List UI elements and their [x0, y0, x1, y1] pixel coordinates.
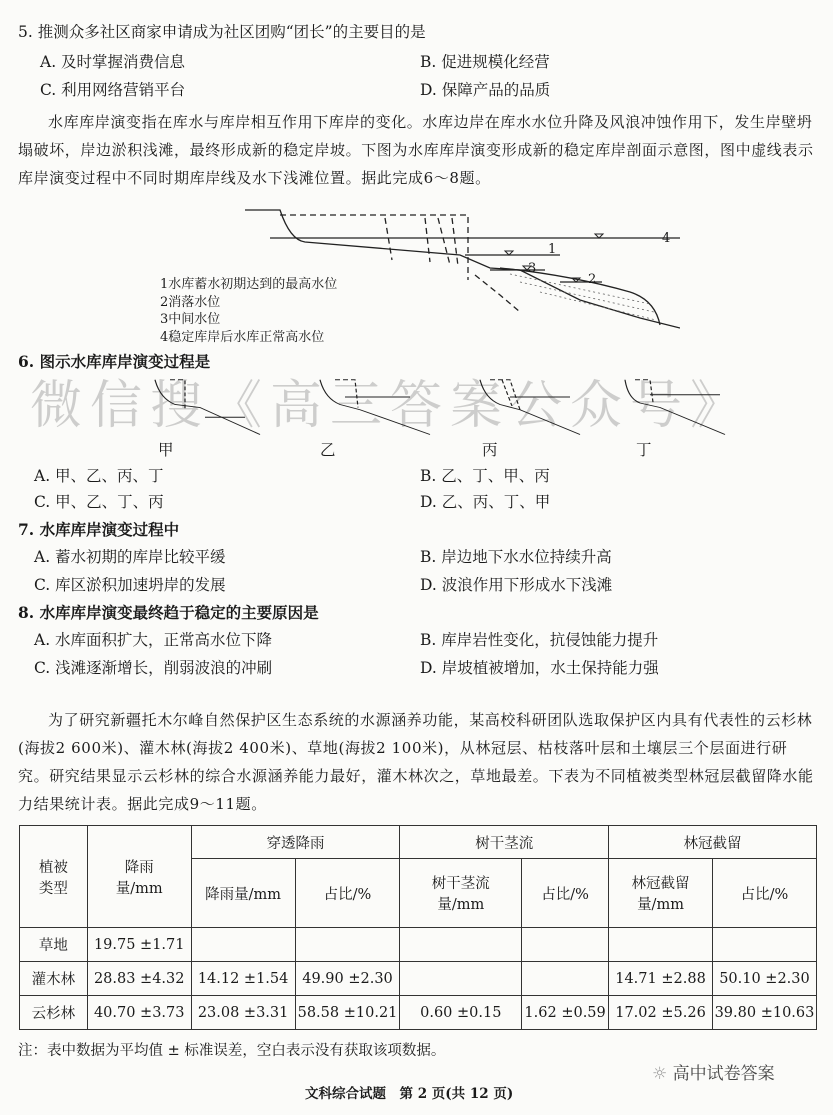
panel-label-jia: 甲: [158, 441, 174, 459]
table-cell: [295, 928, 400, 962]
table-cell: [400, 928, 522, 962]
passage-vegetation: 为了研究新疆托木尔峰自然保护区生态系统的水源涵养功能，某高校科研团队选取保护区内具有代表性的云杉林(海拔2 600米)、灌木林(海拔2 400米)、草地(海拔2 100米)，从林冠层、枯枝落叶层和土壤层三个层面进行研究。研究结果显示云杉林的综合水源涵养能力最好，灌木林次之，草地最差。下表为不同植被类型林冠层截留降水能力结果统计表。据此完成9～11题。: [18, 711, 814, 813]
label-4: 4: [662, 231, 671, 246]
row-label: 灌木林: [20, 962, 88, 996]
subheader: 林冠截留量/mm: [609, 859, 713, 928]
table-cell: 19.75 ±1.71: [87, 928, 191, 962]
table-cell: 17.02 ±5.26: [609, 996, 713, 1030]
diagram-legend: [160, 276, 337, 346]
table-cell: 49.90 ±2.30: [295, 962, 400, 996]
legend-item-3: 3中间水位: [160, 312, 221, 327]
q7-option-c: C. 库区淤积加速坍岸的发展: [34, 576, 226, 594]
subheader: 树干茎流量/mm: [400, 859, 522, 928]
table-cell: 0.60 ±0.15: [400, 996, 522, 1030]
table-cell: [191, 928, 295, 962]
table-cell: [522, 962, 609, 996]
q6-option-a: A. 甲、乙、丙、丁: [34, 467, 164, 485]
table-cell: [522, 928, 609, 962]
header-type: 植被类型: [20, 826, 88, 928]
table-note: 注：表中数据为平均值 ± 标准误差，空白表示没有获取该项数据。: [18, 1043, 446, 1059]
subheader: 占比/%: [522, 859, 609, 928]
table-cell: 1.62 ±0.59: [522, 996, 609, 1030]
table-cell: 28.83 ±4.32: [87, 962, 191, 996]
table-cell: [400, 962, 522, 996]
header-throughfall: 穿透降雨: [191, 826, 400, 859]
q5-option-a: A. 及时掌握消费信息: [40, 53, 186, 71]
label-2: 2: [588, 272, 597, 287]
q7-option-d: D. 波浪作用下形成水下浅滩: [420, 576, 613, 594]
q8-option-b: B. 库岸岩性变化，抗侵蚀能力提升: [420, 631, 659, 649]
table-row: [20, 996, 817, 1030]
q8-option-c: C. 浅滩逐渐增长，削弱波浪的冲刷: [34, 659, 273, 677]
table-cell: 58.58 ±10.21: [295, 996, 400, 1030]
q5-option-b: B. 促进规模化经营: [420, 53, 550, 71]
q5-stem: 5. 推测众多社区商家申请成为社区团购“团长”的主要目的是: [18, 23, 426, 41]
canopy-interception-table: [19, 825, 817, 1030]
q8-option-d: D. 岸坡植被增加，水土保持能力强: [420, 659, 659, 677]
q6-option-d: D. 乙、丙、丁、甲: [420, 493, 551, 511]
table-cell: 50.10 ±2.30: [712, 962, 816, 996]
row-label: 草地: [20, 928, 88, 962]
subheader: 占比/%: [295, 859, 400, 928]
legend-item-2: 2消落水位: [160, 294, 221, 310]
legend-item-1: 1水库蓄水初期达到的最高水位: [160, 277, 338, 292]
header-rainfall: 降雨量/mm: [87, 826, 191, 928]
table-cell: 14.12 ±1.54: [191, 962, 295, 996]
table-cell: 23.08 ±3.31: [191, 996, 295, 1030]
table-cell: [609, 928, 713, 962]
q7-stem: 7. 水库库岸演变过程中: [18, 520, 180, 539]
panel-label-yi: 乙: [320, 441, 336, 459]
header-stemflow: 树干茎流: [400, 826, 609, 859]
q8-stem: 8. 水库库岸演变最终趋于稳定的主要原因是: [18, 603, 319, 622]
q6-option-b: B. 乙、丁、甲、丙: [420, 467, 550, 485]
page-footer: 文科综合试题 第 2 页(共 12 页): [305, 1086, 514, 1102]
table-cell: 40.70 ±3.73: [87, 996, 191, 1030]
subheader: 占比/%: [712, 859, 816, 928]
q7-option-b: B. 岸边地下水水位持续升高: [420, 548, 612, 566]
table-cell: 39.80 ±10.63: [712, 996, 816, 1030]
label-3: 3: [528, 261, 537, 276]
brand-name: 高中试卷答案: [672, 1064, 775, 1084]
panel-diagrams: [150, 376, 730, 436]
q5-option-c: C. 利用网络营销平台: [40, 81, 186, 99]
wechat-brand: [652, 1064, 775, 1084]
q6-option-c: C. 甲、乙、丁、丙: [34, 493, 164, 511]
label-1: 1: [548, 242, 557, 257]
row-label: 云杉林: [20, 996, 88, 1030]
q5-option-d: D. 保障产品的品质: [420, 81, 551, 99]
panel-label-bing: 丙: [482, 441, 498, 459]
q7-option-a: A. 蓄水初期的库岸比较平缓: [34, 548, 226, 566]
q8-option-a: A. 水库面积扩大，正常高水位下降: [34, 631, 273, 649]
wechat-icon: ☼: [652, 1064, 668, 1084]
legend-item-4: 4稳定库岸后水库正常高水位: [160, 329, 325, 345]
q6-stem: 6. 图示水库库岸演变过程是: [18, 352, 211, 371]
table-cell: 14.71 ±2.88: [609, 962, 713, 996]
header-interception: 林冠截留: [609, 826, 817, 859]
table-row: [20, 962, 817, 996]
table-cell: [712, 928, 816, 962]
subheader: 降雨量/mm: [191, 859, 295, 928]
passage-reservoir: 水库库岸演变指在库水与库岸相互作用下库岸的变化。水库边岸在库水水位升降及风浪冲蚀作用下，发生岸壁坍塌破坏，岸边淤积浅滩，最终形成新的稳定岸坡。下图为水库库岸演变形成新的稳定库岸剖面示意图，图中虚线表示库岸演变过程中不同时期库岸线及水下浅滩位置。据此完成6～8题。: [18, 113, 814, 187]
table-row: [20, 928, 817, 962]
watermark: 微信搜《高三答案公众号》: [30, 376, 751, 436]
panel-label-ding: 丁: [636, 441, 652, 459]
